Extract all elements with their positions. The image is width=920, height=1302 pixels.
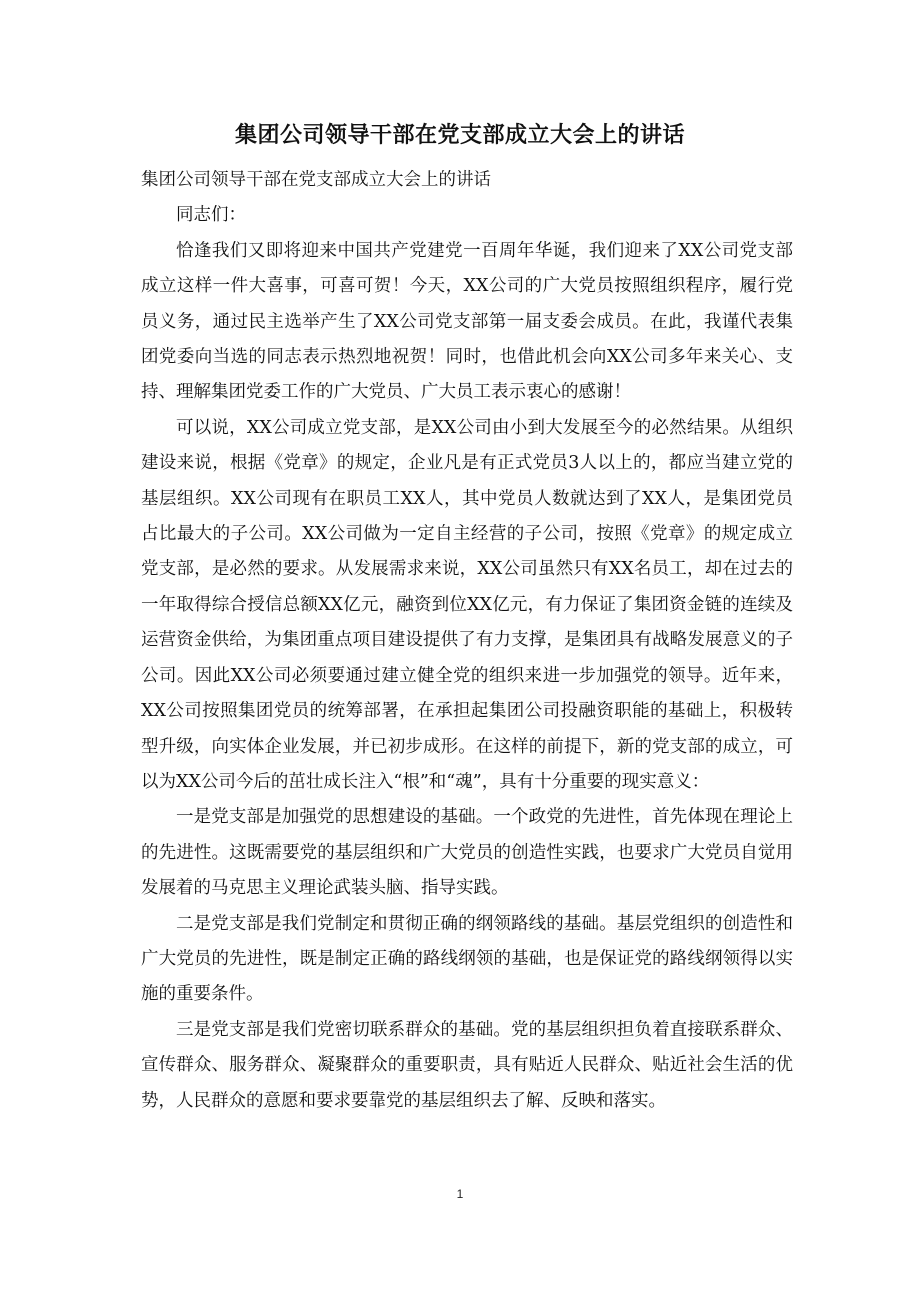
paragraph-4: 二是党支部是我们党制定和贯彻正确的纲领路线的基础。基层党组织的创造性和广大党员的先进性，既是制定正确的路线纲领的基础，也是保证党的路线纲领得以实施的重要条件。 bbox=[141, 913, 793, 1005]
page-number: 1 bbox=[456, 1187, 464, 1201]
document-title: 集团公司领导干部在党支部成立大会上的讲话 bbox=[234, 123, 685, 148]
paragraph-3: 一是党支部是加强党的思想建设的基础。一个政党的先进性，首先体现在理论上的先进性。这既需要党的基层组织和广大党员的创造性实践，也要求广大党员自觉用发展着的马克思主义理论武装头脑、指导实践。 bbox=[141, 807, 793, 899]
salutation: 同志们： bbox=[176, 205, 246, 226]
paragraph-1: 恰逢我们又即将迎来中国共产党建党一百周年华诞，我们迎来了XX公司党支部成立这样一件大喜事，可喜可贺！今天，XX公司的广大党员按照组织程序，履行党员义务，通过民主选举产生了XX公司党支部第一届支委会成员。在此，我谨代表集团党委向当选的同志表示热烈地祝贺！同时，也借此机会向XX公司多年来关心、支持、理解集团党委工作的广大党员、广大员工表示衷心的感谢！ bbox=[141, 240, 793, 403]
paragraph-2: 可以说，XX公司成立党支部，是XX公司由小到大发展至今的必然结果。从组织建设来说，根据《党章》的规定，企业凡是有正式党员3人以上的，都应当建立党的基层组织。XX公司现有在职员工XX人，其中党员人数就达到了XX人，是集团党员占比最大的子公司。XX公司做为一定自主经营的子公司，按照《党章》的规定成立党支部，是必然的要求。从发展需求来说，XX公司虽然只有XX名员工，却在过去的一年取得综合授信总额XX亿元，融资到位XX亿元，有力保证了集团资金链的连续及运营资金供给，为集团重点项目建设提供了有力支撑，是集团具有战略发展意义的子公司。因此XX公司必须要通过建立健全党的组织来进一步加强党的领导。近年来，XX公司按照集团党员的统筹部署，在承担起集团公司投融资职能的基础上，积极转型升级，向实体企业发展，并已初步成形。在这样的前提下，新的党支部的成立，可以为XX公司今后的茁壮成长注入“根”和“魂”，具有十分重要的现实意义： bbox=[141, 417, 793, 792]
document-body bbox=[141, 163, 793, 1119]
document-subtitle: 集团公司领导干部在党支部成立大会上的讲话 bbox=[141, 170, 491, 190]
paragraph-5: 三是党支部是我们党密切联系群众的基础。党的基层组织担负着直接联系群众、宣传群众、服务群众、凝聚群众的重要职责，具有贴近人民群众、贴近社会生活的优势，人民群众的意愿和要求要靠党的基层组织去了解、反映和落实。 bbox=[141, 1019, 793, 1111]
